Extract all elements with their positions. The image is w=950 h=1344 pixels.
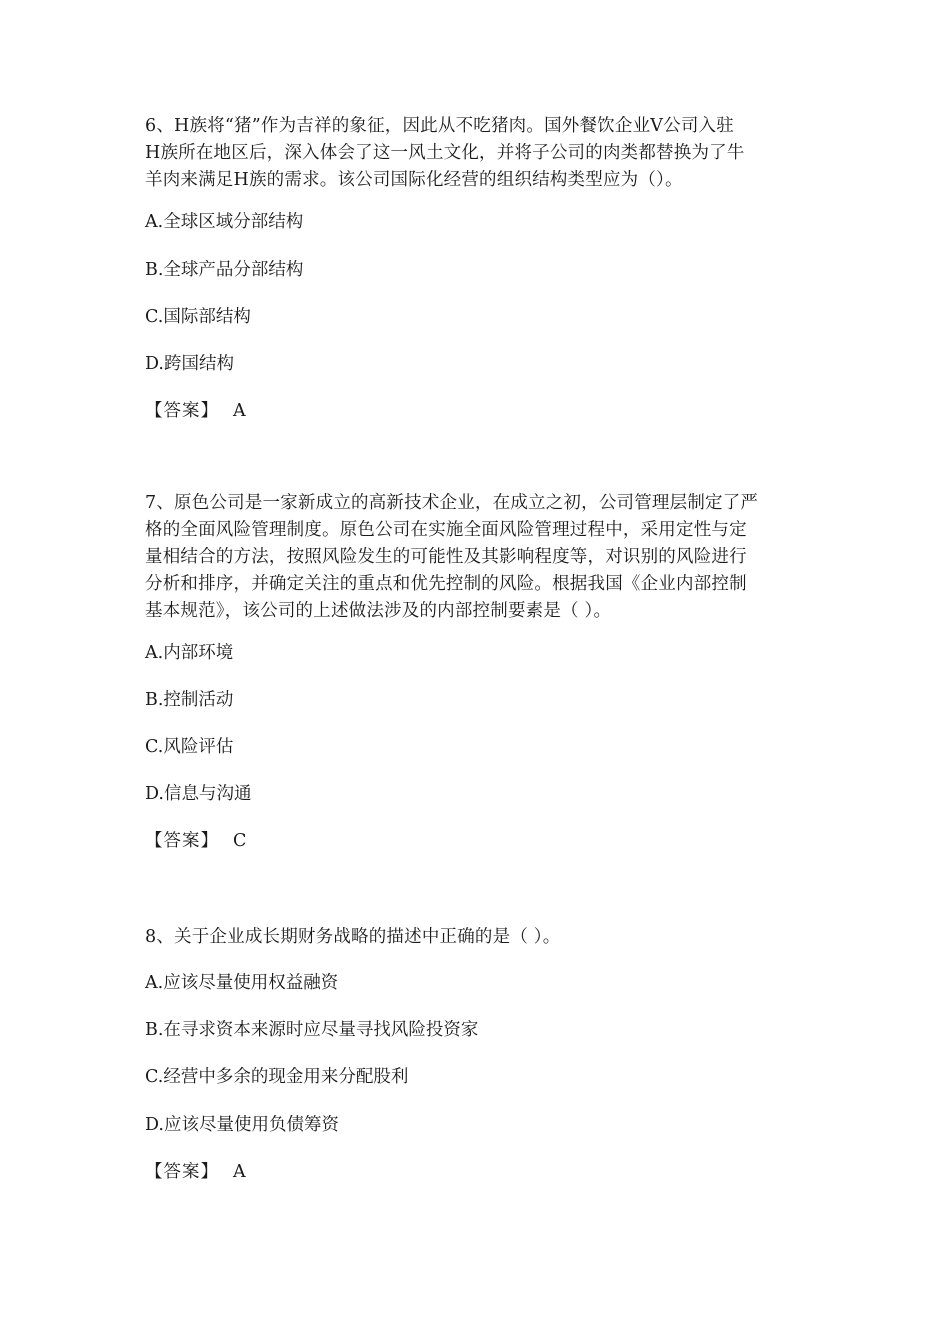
stem-line: 格的全面风险管理制度。原色公司在实施全面风险管理过程中，采用定性与定	[145, 520, 747, 540]
option-d: D.应该尽量使用负债筹资	[145, 1115, 339, 1135]
option-b: B.在寻求资本来源时应尽量寻找风险投资家	[145, 1020, 479, 1040]
question-6	[145, 113, 810, 421]
option-c: C.风险评估	[145, 737, 234, 757]
answer-line	[145, 1160, 246, 1184]
stem-line: 量相结合的方法，按照风险发生的可能性及其影响程度等，对识别的风险进行	[145, 547, 747, 567]
option-c: C.经营中多余的现金用来分配股利	[145, 1067, 409, 1087]
question-8	[145, 924, 810, 1182]
answer-line	[145, 829, 246, 853]
stem-line: 8、关于企业成长期财务战略的描述中正确的是（ ）。	[145, 927, 561, 947]
option-a: A.应该尽量使用权益融资	[145, 973, 339, 993]
question-stem	[145, 924, 810, 951]
answer-label: 【答案】	[145, 1162, 219, 1182]
answer-label: 【答案】	[145, 401, 219, 421]
answer-value: A	[233, 1162, 246, 1182]
stem-line: 6、H族将“猪”作为吉祥的象征，因此从不吃猪肉。国外餐饮企业V公司入驻	[145, 116, 734, 136]
question-stem	[145, 113, 810, 194]
stem-line: 7、原色公司是一家新成立的高新技术企业，在成立之初，公司管理层制定了严	[145, 493, 759, 513]
option-c: C.国际部结构	[145, 307, 251, 327]
option-a: A.内部环境	[145, 643, 234, 663]
stem-line: 羊肉来满足H族的需求。该公司国际化经营的组织结构类型应为（）。	[145, 170, 683, 190]
option-d: D.跨国结构	[145, 354, 234, 374]
stem-line: H族所在地区后，深入体会了这一风土文化，并将子公司的肉类都替换为了牛	[145, 143, 745, 163]
question-stem	[145, 490, 810, 625]
answer-label: 【答案】	[145, 831, 219, 851]
question-7	[145, 490, 810, 851]
option-b: B.全球产品分部结构	[145, 260, 304, 280]
option-b: B.控制活动	[145, 690, 234, 710]
option-a: A.全球区域分部结构	[145, 212, 304, 232]
stem-line: 分析和排序，并确定关注的重点和优先控制的风险。根据我国《企业内部控制	[145, 574, 747, 594]
answer-line	[145, 399, 246, 423]
option-d: D.信息与沟通	[145, 784, 252, 804]
stem-line: 基本规范》，该公司的上述做法涉及的内部控制要素是（ ）。	[145, 601, 612, 621]
answer-value: A	[233, 401, 246, 421]
answer-value: C	[233, 831, 247, 851]
